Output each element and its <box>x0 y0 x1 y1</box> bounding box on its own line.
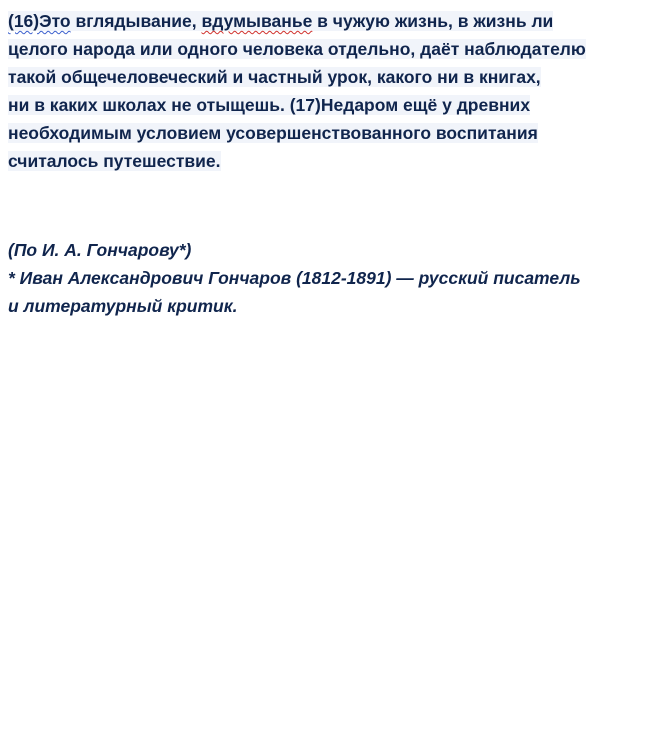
passage-line-6 <box>8 147 658 175</box>
source-attribution: (По И. А. Гончарову*) <box>8 240 192 260</box>
passage-line-4-text: ни в каких школах не отыщешь. (17)Недаром ещё у древних <box>8 95 531 115</box>
passage-line-1 <box>8 7 658 35</box>
passage-line-3 <box>8 63 658 91</box>
passage-line-5-text: необходимым условием усовершенствованного воспитания <box>8 123 538 143</box>
passage-line-2 <box>8 35 658 63</box>
attribution-block <box>8 236 658 320</box>
passage-line-5 <box>8 119 658 147</box>
text-passage <box>8 7 658 175</box>
grammar-marked-word: (16)Это <box>8 11 71 31</box>
passage-line-2-text: целого народа или одного человека отдельно, даёт наблюдателю <box>8 39 586 59</box>
passage-line-1-part-a: вглядывание, <box>70 11 202 31</box>
author-footnote-line-1: * Иван Александрович Гончаров (1812-1891) — русский писатель <box>8 268 581 288</box>
passage-line-3-text: такой общечеловеческий и частный урок, какого ни в книгах, <box>8 67 541 87</box>
passage-line-6-text: считалось путешествие. <box>8 151 221 171</box>
spelling-marked-word: вдумыванье <box>201 11 313 31</box>
author-footnote-line-2: и литературный критик. <box>8 296 238 316</box>
passage-line-4 <box>8 91 658 119</box>
passage-line-1-part-b: в чужую жизнь, в жизнь ли <box>312 11 554 31</box>
